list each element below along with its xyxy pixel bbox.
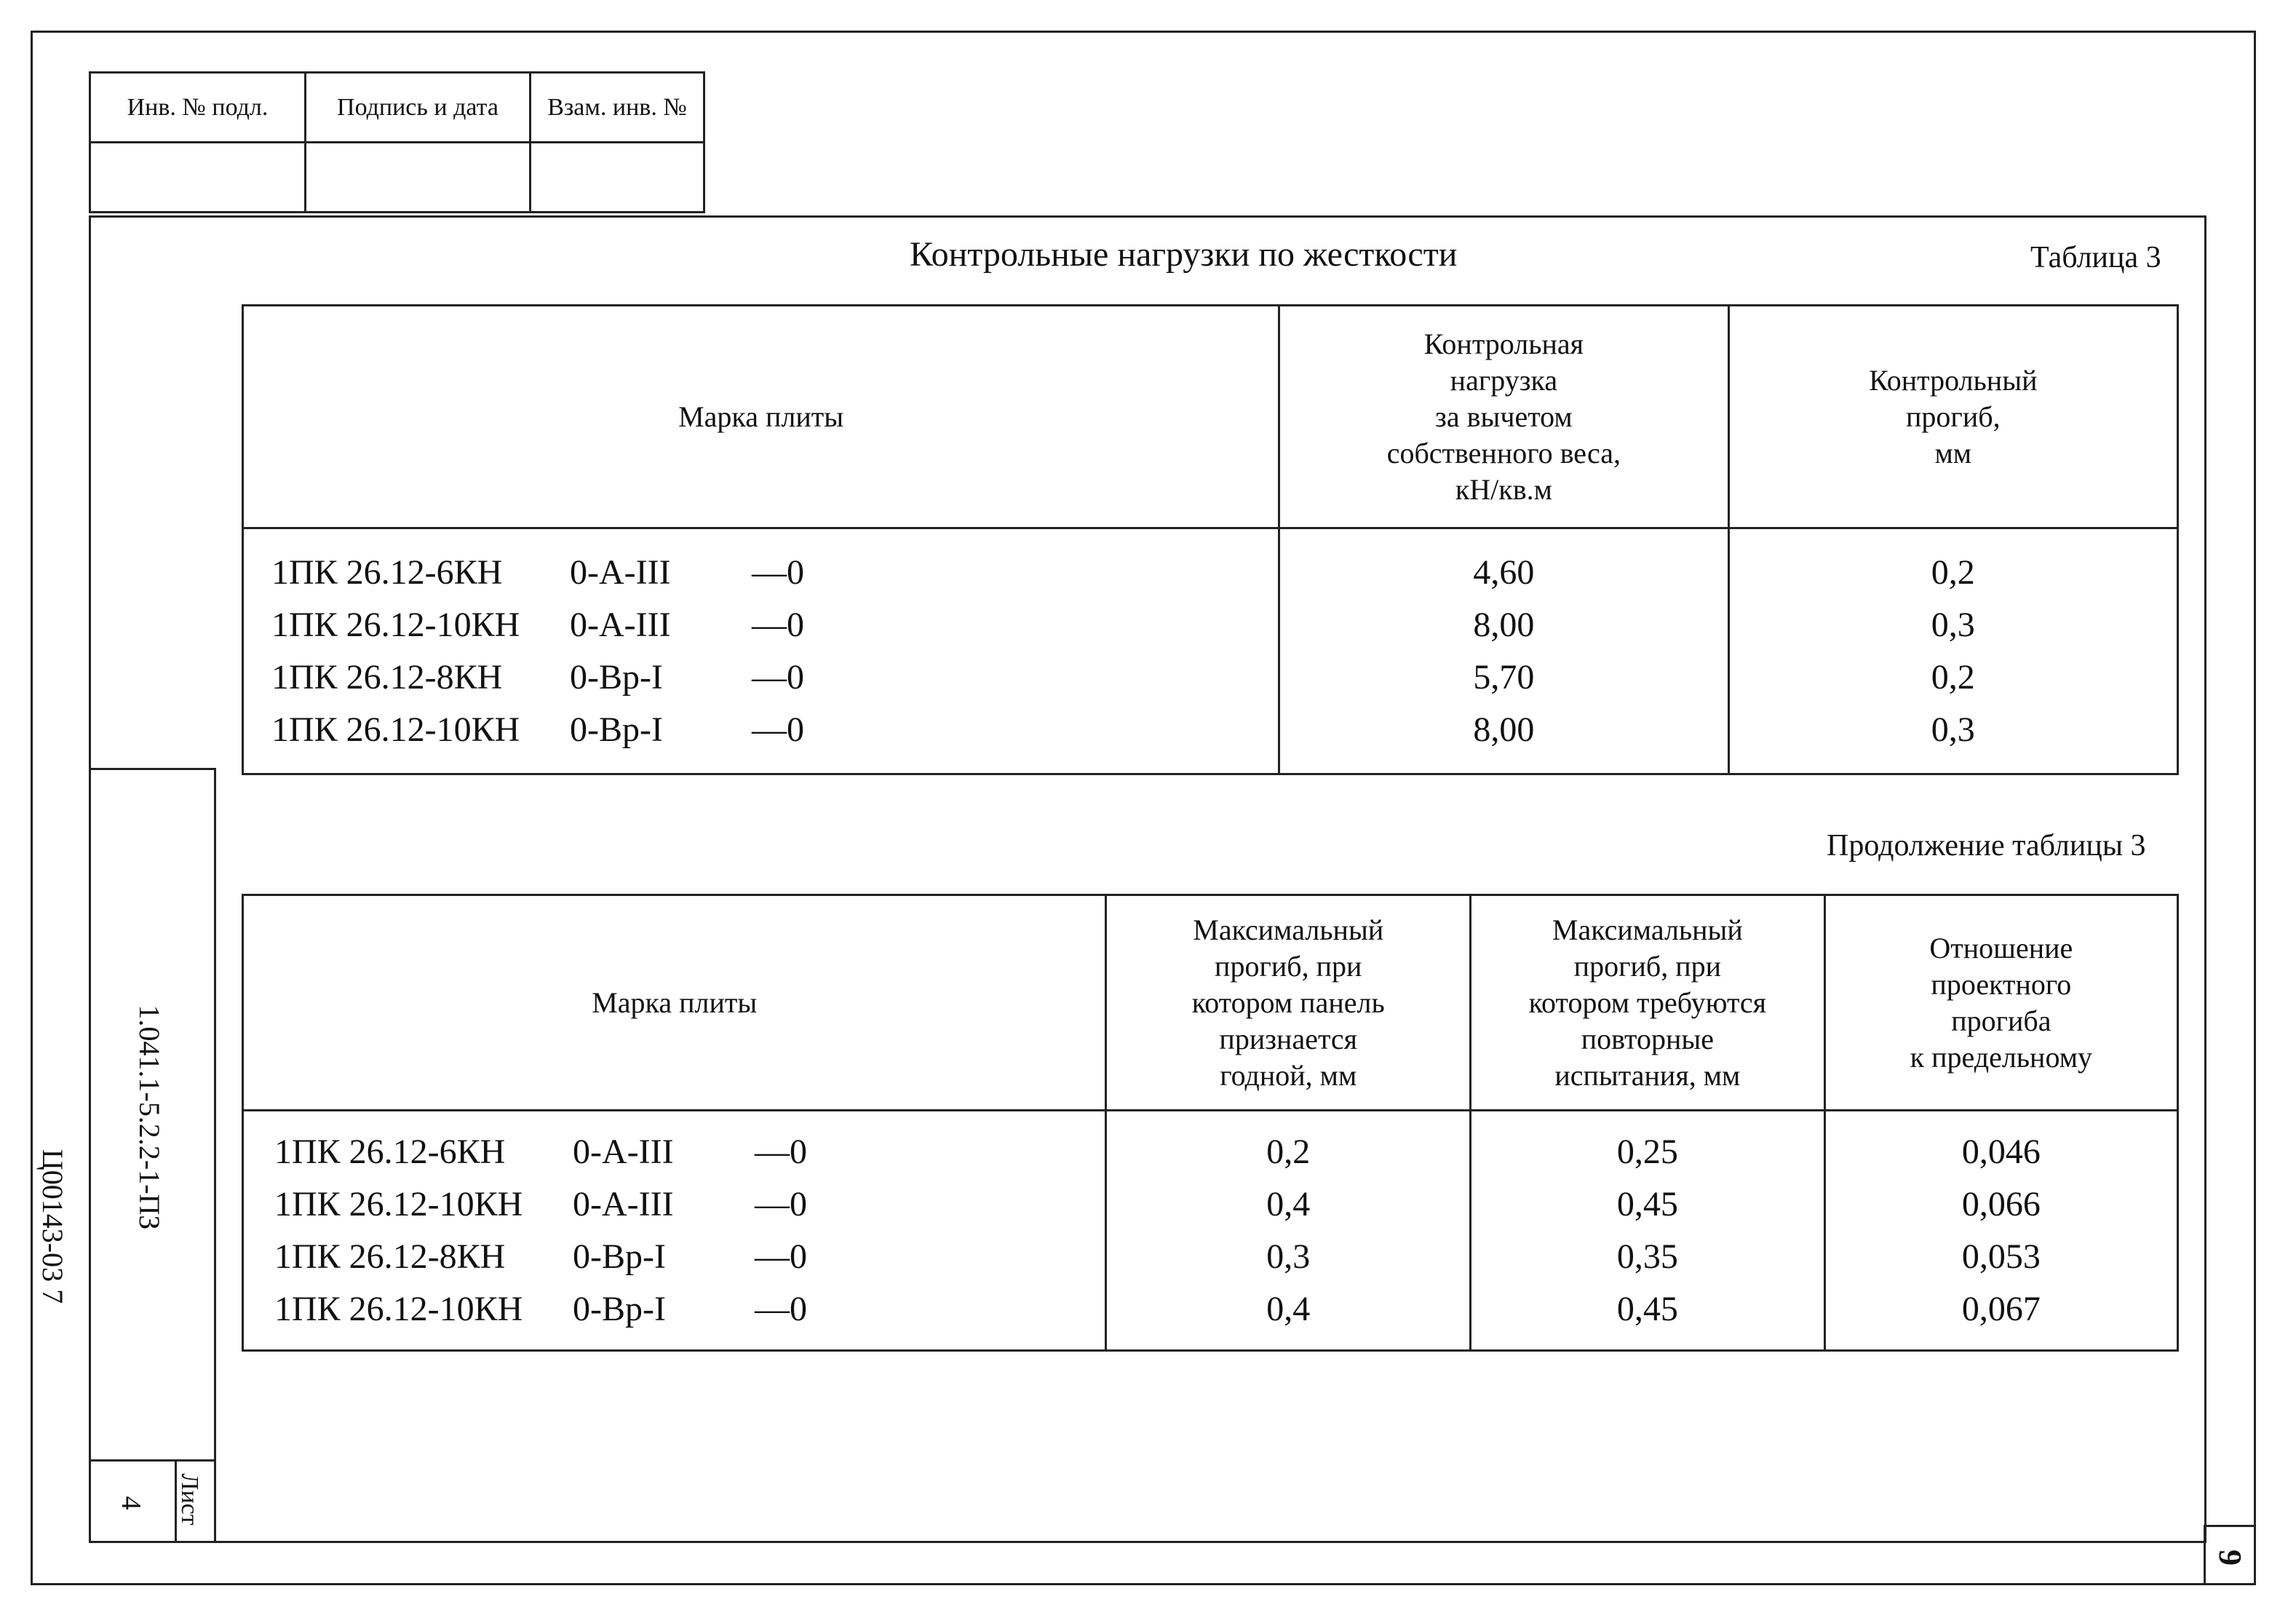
sheet-number: 4 [116,1496,146,1510]
load-value: 4,60 [1473,552,1535,592]
table1-header-deflection: Контрольный прогиб, мм [1728,306,2177,528]
mark-text: 1ПК 26.12-8КН [271,657,503,697]
stamp-header-inv: Инв. № подл. [90,73,306,143]
table-row [274,1126,1105,1178]
suffix-text: —0 [752,552,804,592]
table1-mark-column [243,528,1279,774]
deflection-value: 0,2 [1931,552,1975,592]
ratio-value: 0,067 [1961,1289,2041,1328]
table2-label: Продолжение таблицы 3 [1827,829,2146,862]
reinf-text: 0-Вр-I [573,1289,666,1328]
table2-mark-column [243,1111,1106,1351]
table2-header-mark: Марка плиты [243,895,1106,1111]
reinf-text: 0-А-III [573,1132,674,1171]
reinf-text: 0-А-III [573,1184,674,1224]
mark-text: 1ПК 26.12-8КН [274,1237,506,1276]
table-row [274,1178,1105,1231]
table1-header-load: Контрольная нагрузка за вычетом собственного веса, кН/кв.м [1279,306,1728,528]
suffix-text: —0 [752,657,804,697]
sheet-label: Лист [176,1473,203,1526]
suffix-text: —0 [752,710,804,749]
mark-text: 1ПК 26.12-10КН [271,710,520,749]
max-retest-value: 0,35 [1616,1237,1678,1276]
max-ok-value: 0,2 [1266,1132,1311,1171]
mark-text: 1ПК 26.12-10КН [274,1184,523,1224]
load-value: 8,00 [1473,710,1535,749]
suffix-text: —0 [755,1184,807,1224]
max-ok-value: 0,4 [1266,1184,1311,1224]
ratio-value: 0,066 [1961,1184,2041,1224]
table1-header-mark: Марка плиты [243,306,1279,528]
doc-code: 1.041.1-5.2.2-1-ПЗ [133,1004,166,1230]
reinf-text: 0-А-III [570,605,671,644]
table2-max-ok-column [1106,1111,1471,1351]
table-row [271,651,1278,704]
max-retest-value: 0,25 [1616,1132,1678,1171]
mark-text: 1ПК 26.12-10КН [274,1289,523,1328]
table1-label: Таблица 3 [2030,241,2161,274]
suffix-text: —0 [755,1237,807,1276]
table-row [271,704,1278,756]
reinf-text: 0-А-III [570,552,671,592]
table-row [274,1231,1105,1283]
max-ok-value: 0,3 [1266,1237,1311,1276]
table1-load-column [1279,528,1728,774]
ratio-value: 0,053 [1961,1237,2041,1276]
stamp-header-replace: Взам. инв. № [531,73,704,143]
stamp-cell-signature [306,143,531,213]
table2-max-retest-column [1471,1111,1825,1351]
ratio-value: 0,046 [1961,1132,2041,1171]
side-divider [89,1459,216,1462]
table1-title: Контрольные нагрузки по жесткости [910,235,1458,274]
table1-deflection-column [1728,528,2177,774]
mark-text: 1ПК 26.12-10КН [271,605,520,644]
max-retest-value: 0,45 [1616,1289,1678,1328]
table-row [271,547,1278,599]
table2-header-max-retest: Максимальный прогиб, при котором требуются повторные испытания, мм [1471,895,1825,1111]
deflection-value: 0,3 [1931,710,1975,749]
max-retest-value: 0,45 [1616,1184,1678,1224]
stamp-cell-replace [531,143,704,213]
archive-code: Ц00143-03 7 [36,1149,69,1304]
table2 [242,894,2179,1352]
stamp-table [89,71,705,213]
table2-header-max-ok: Максимальный прогиб, при котором панель признается годной, мм [1106,895,1471,1111]
page-number: 9 [2212,1550,2248,1566]
table-row [274,1283,1105,1336]
load-value: 5,70 [1473,657,1535,697]
max-ok-value: 0,4 [1266,1289,1311,1328]
suffix-text: —0 [752,605,804,644]
deflection-value: 0,3 [1931,605,1975,644]
mark-text: 1ПК 26.12-6КН [271,552,503,592]
deflection-value: 0,2 [1931,657,1975,697]
stamp-cell-inv [90,143,306,213]
load-value: 8,00 [1473,605,1535,644]
reinf-text: 0-Вр-I [570,657,663,697]
table2-ratio-column [1824,1111,2177,1351]
suffix-text: —0 [755,1289,807,1328]
table2-header-ratio: Отношение проектного прогиба к предельному [1824,895,2177,1111]
table-row [271,599,1278,651]
suffix-text: —0 [755,1132,807,1171]
reinf-text: 0-Вр-I [573,1237,666,1276]
mark-text: 1ПК 26.12-6КН [274,1132,506,1171]
table1 [242,304,2179,775]
reinf-text: 0-Вр-I [570,710,663,749]
stamp-header-signature: Подпись и дата [306,73,531,143]
